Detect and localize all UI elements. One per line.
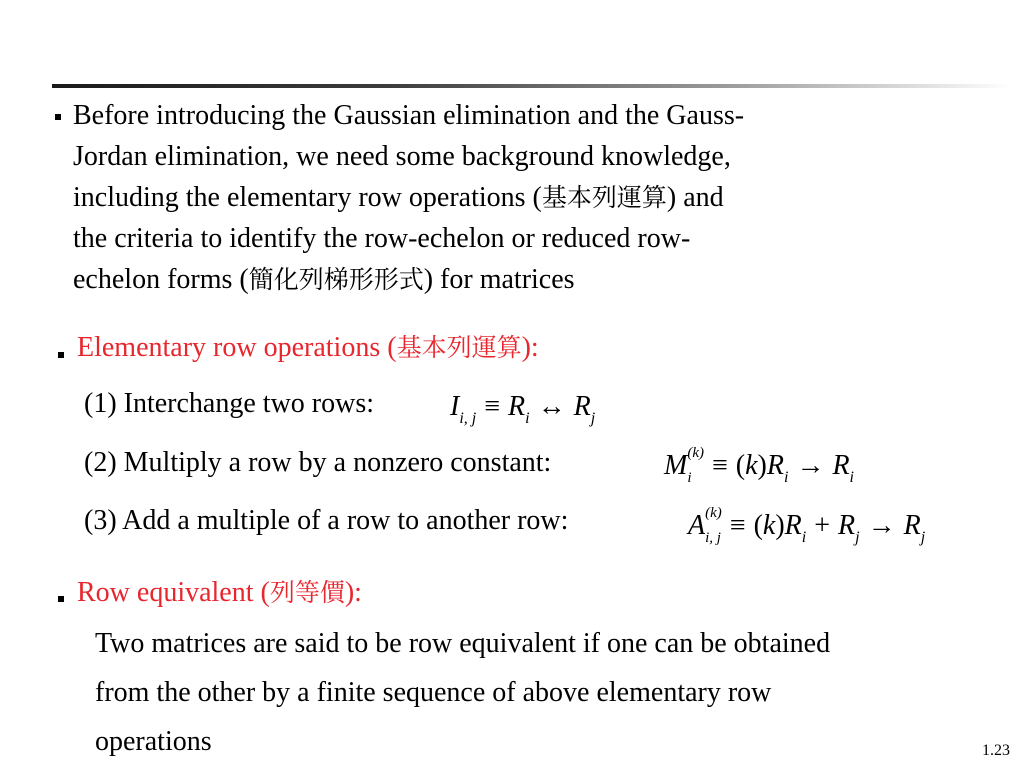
bullet-marker (58, 352, 64, 358)
elementary-ops-heading: Elementary row operations (基本列運算): (77, 332, 539, 363)
op-interchange-label: (1) Interchange two rows: (84, 388, 375, 419)
row-equivalent-line-1: Two matrices are said to be row equivalent if one can be obtained (95, 628, 831, 659)
intro-line-5: echelon forms (簡化列梯形形式) for matrices (73, 264, 575, 295)
row-equivalent-line-3: operations (95, 726, 212, 757)
intro-line-3: including the elementary row operations (基本列運算) and (73, 182, 724, 213)
op-multiply-label: (2) Multiply a row by a nonzero constant: (84, 447, 552, 478)
row-equivalent-heading: Row equivalent (列等價): (77, 577, 362, 608)
intro-line-2: Jordan elimination, we need some background knowledge, (73, 141, 731, 172)
intro-line-4: the criteria to identify the row-echelon or reduced row- (73, 223, 691, 254)
intro-line-1: Before introducing the Gaussian elimination and the Gauss- (73, 100, 745, 131)
op-add-label: (3) Add a multiple of a row to another row: (84, 505, 569, 536)
bullet-marker (58, 596, 64, 602)
page-number: 1.23 (982, 742, 1010, 759)
op-multiply-formula: M (k) i ≡ $(k)R_i \to R_i$ (664, 445, 854, 486)
op-add-formula: A (k) i, j ≡ $(k)R_i + R_j \to R_j$ (688, 505, 926, 546)
op-interchange-formula: $I_{i, j} \equiv R_i$ ↔ $R_j$ (450, 391, 596, 427)
bullet-marker (55, 114, 61, 120)
title-divider (52, 84, 1012, 88)
row-equivalent-line-2: from the other by a finite sequence of above elementary row (95, 677, 772, 708)
